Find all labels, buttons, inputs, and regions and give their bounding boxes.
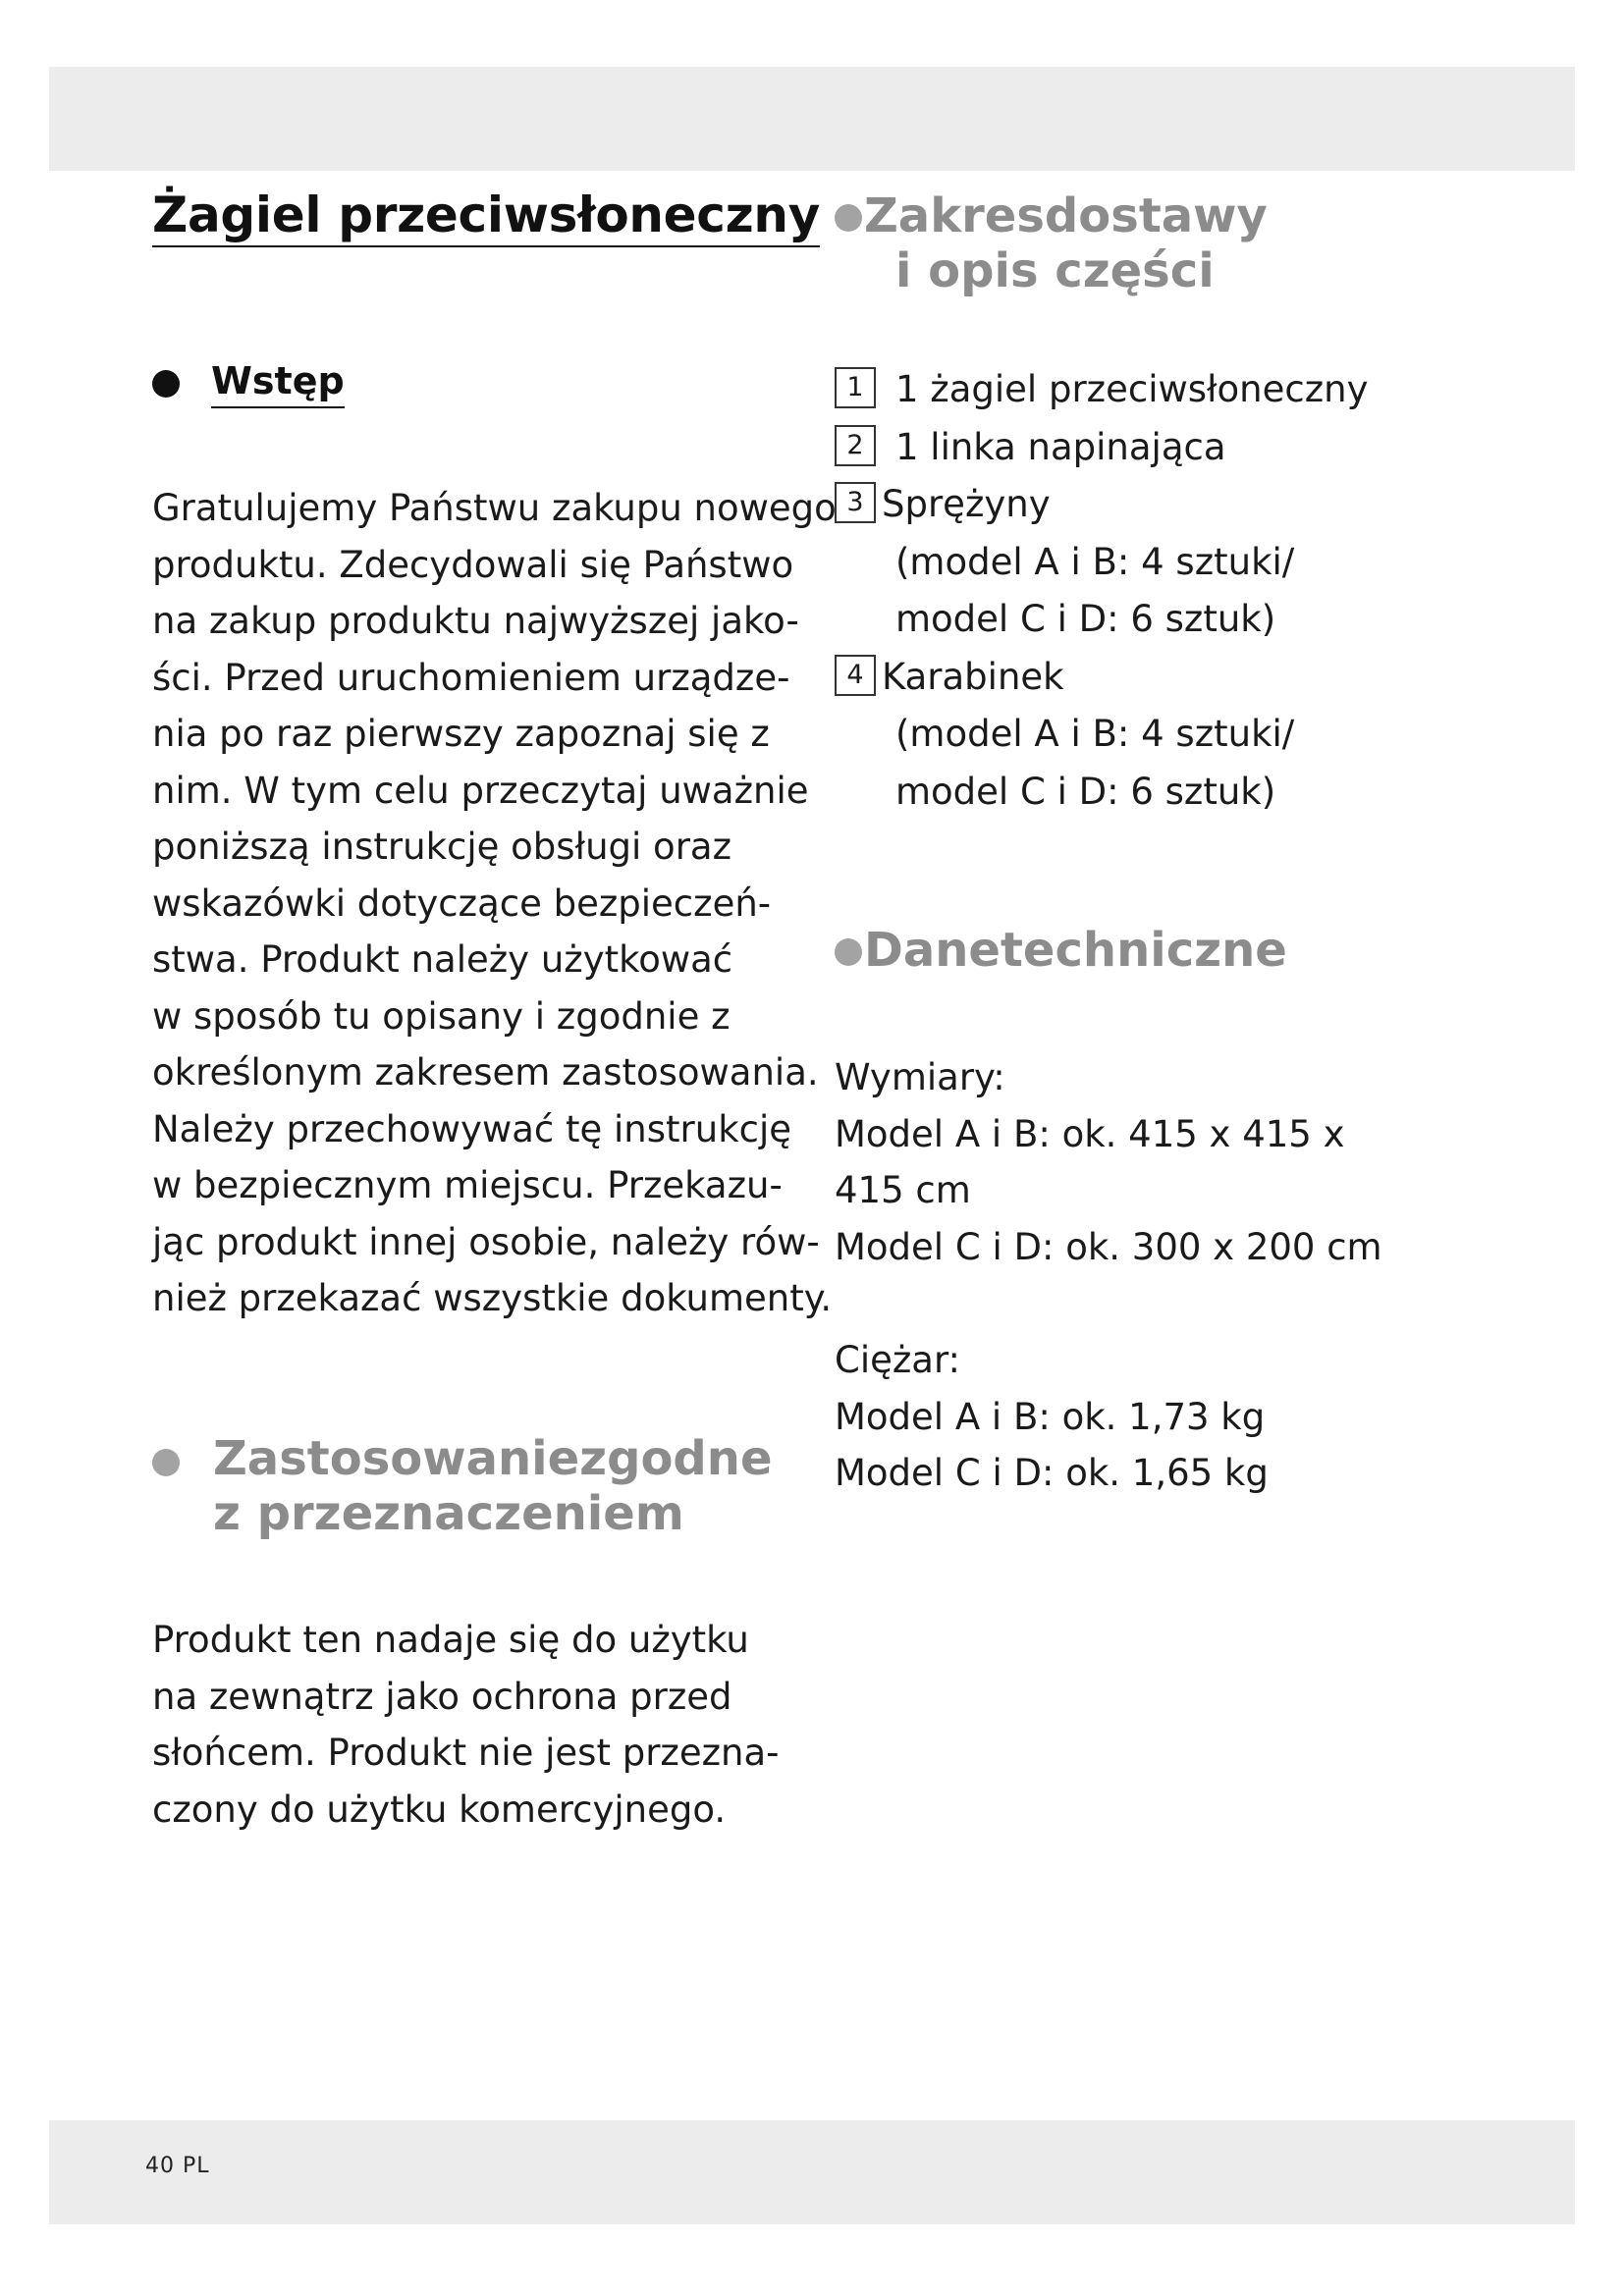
bullet-dot-icon [152, 1449, 180, 1476]
intro-line: jąc produkt innej osobie, należy rów- [152, 1220, 820, 1263]
intended-use-paragraph [152, 1612, 780, 1838]
intro-line: poniższą instrukcję obsługi oraz [152, 826, 731, 868]
intro-line: produktu. Zdecydowali się Państwo [152, 543, 794, 586]
bullet-dot-icon [835, 938, 862, 966]
footer-band [49, 2120, 1575, 2224]
intro-line: stwa. Produkt należy użytkować [152, 938, 733, 981]
part-detail: model C i D: 6 sztuk) [895, 598, 1276, 640]
intro-heading-text: Wstęp [211, 359, 345, 408]
dimensions-block [835, 1049, 1382, 1275]
page-title: Żagiel przeciwsłoneczny [152, 187, 820, 247]
part-detail: (model A i B: 4 sztuki/ [895, 540, 1295, 583]
weight-line: Model C i D: ok. 1,65 kg [835, 1452, 1269, 1494]
bullet-dot-icon [152, 370, 180, 398]
intro-line: wskazówki dotyczące bezpieczeń- [152, 881, 772, 925]
list-item [835, 476, 1369, 649]
intended-use-line: czony do użytku komercyjnego. [152, 1788, 727, 1831]
tech-heading-text: Danetechniczne [864, 923, 1287, 978]
scope-heading-line2: i opis części [895, 243, 1215, 298]
scope-heading [835, 188, 1268, 298]
part-label: 1 linka napinająca [895, 425, 1226, 468]
weight-line: Ciężar: [835, 1339, 961, 1381]
intro-line: nia po raz pierwszy zapoznaj się z [152, 713, 770, 755]
intro-line: nim. W tym celu przeczytaj uważnie [152, 769, 809, 812]
dimensions-line: Model C i D: ok. 300 x 200 cm [835, 1225, 1382, 1268]
part-number-box: 4 [835, 655, 876, 696]
intro-line: Gratulujemy Państwu zakupu nowego [152, 487, 837, 529]
page-number: 40 [145, 2154, 175, 2178]
part-detail: model C i D: 6 sztuk) [895, 770, 1276, 813]
dimensions-line: Wymiary: [835, 1056, 1005, 1098]
intended-use-heading-line2: z przeznaczeniem [213, 1486, 684, 1541]
intro-paragraph [152, 480, 837, 1327]
language-code: PL [183, 2154, 210, 2178]
weight-block [835, 1332, 1269, 1502]
intended-use-heading [152, 1431, 773, 1541]
intro-line: nież przekazać wszystkie dokumenty. [152, 1277, 833, 1319]
intended-use-line: na zewnątrz jako ochrona przed [152, 1675, 732, 1718]
intro-line: na zakup produktu najwyższej jako- [152, 600, 799, 642]
intended-use-heading-line1: Zastosowaniezgodne [213, 1431, 773, 1486]
bullet-dot-icon [835, 204, 862, 232]
part-label: Sprężyny [882, 483, 1051, 525]
dimensions-line: 415 cm [835, 1169, 971, 1211]
intro-line: określonym zakresem zastosowania. [152, 1051, 819, 1094]
part-detail: (model A i B: 4 sztuki/ [895, 713, 1295, 755]
part-number-box: 3 [835, 482, 876, 523]
list-item [835, 649, 1369, 822]
list-item [835, 361, 1369, 419]
dimensions-line: Model A i B: ok. 415 x 415 x [835, 1112, 1345, 1155]
intro-heading [152, 359, 345, 408]
page-footer [145, 2154, 210, 2178]
tech-heading [835, 923, 1287, 978]
intro-line: Należy przechowywać tę instrukcję [152, 1107, 792, 1150]
intro-line: ści. Przed uruchomieniem urządze- [152, 656, 790, 699]
parts-list [835, 361, 1369, 821]
weight-line: Model A i B: ok. 1,73 kg [835, 1395, 1266, 1438]
part-number-box: 1 [835, 367, 876, 408]
intro-line: w bezpiecznym miejscu. Przekazu- [152, 1164, 783, 1206]
intended-use-line: słońcem. Produkt nie jest przezna- [152, 1732, 780, 1774]
scope-heading-line1: Zakresdostawy [864, 188, 1268, 243]
intended-use-line: Produkt ten nadaje się do użytku [152, 1619, 749, 1661]
list-item [835, 419, 1369, 477]
header-band [49, 67, 1575, 171]
intro-line: w sposób tu opisany i zgodnie z [152, 994, 731, 1038]
part-label: 1 żagiel przeciwsłoneczny [895, 368, 1369, 410]
part-number-box: 2 [835, 425, 876, 466]
part-label: Karabinek [882, 655, 1064, 698]
